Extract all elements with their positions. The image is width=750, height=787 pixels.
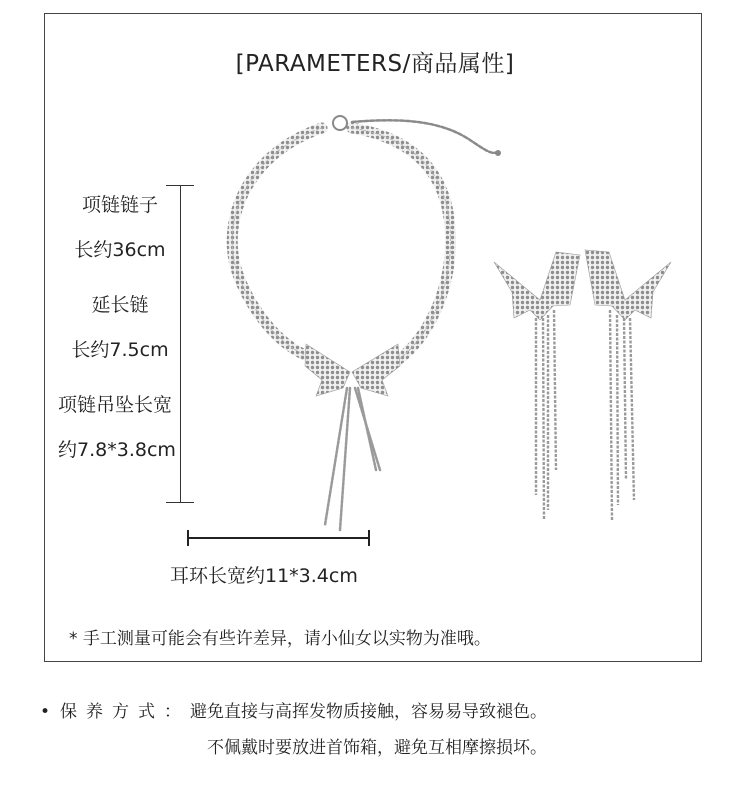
spec-necklace-chain-label: 项链链子 bbox=[81, 194, 158, 216]
vertical-measure-line bbox=[180, 185, 181, 503]
spec-pendant-label: 项链吊坠长宽 bbox=[57, 394, 172, 416]
care-text-1: 避免直接与高挥发物质接触，容易易导致褪色。 bbox=[190, 702, 548, 722]
spec-necklace-chain-length: 长约36cm bbox=[74, 239, 166, 261]
measurement-note: * 手工测量可能会有些许差异，请小仙女以实物为准哦。 bbox=[69, 629, 491, 649]
care-text-2: 不佩戴时要放进首饰箱，避免互相摩擦损坏。 bbox=[207, 738, 547, 758]
necklace-image bbox=[232, 116, 501, 530]
earrings-image bbox=[494, 250, 671, 520]
spec-extension-length: 长约7.5cm bbox=[71, 339, 169, 361]
vertical-measure-cap-top bbox=[166, 185, 194, 186]
horizontal-measure-cap-right bbox=[368, 530, 370, 546]
spec-pendant-size: 约7.8*3.8cm bbox=[58, 439, 176, 461]
earring-dimension: 耳环长宽约11*3.4cm bbox=[170, 565, 358, 587]
care-line-1 bbox=[40, 697, 547, 722]
horizontal-measure-cap-left bbox=[187, 530, 189, 546]
horizontal-measure-line bbox=[188, 537, 370, 539]
vertical-measure-cap-bottom bbox=[166, 502, 194, 503]
bullet-dot: • bbox=[40, 702, 51, 722]
page-title: [PARAMETERS/商品属性] bbox=[235, 51, 515, 77]
spec-extension-label: 延长链 bbox=[91, 294, 149, 316]
care-label: 保养方式： bbox=[60, 702, 191, 722]
